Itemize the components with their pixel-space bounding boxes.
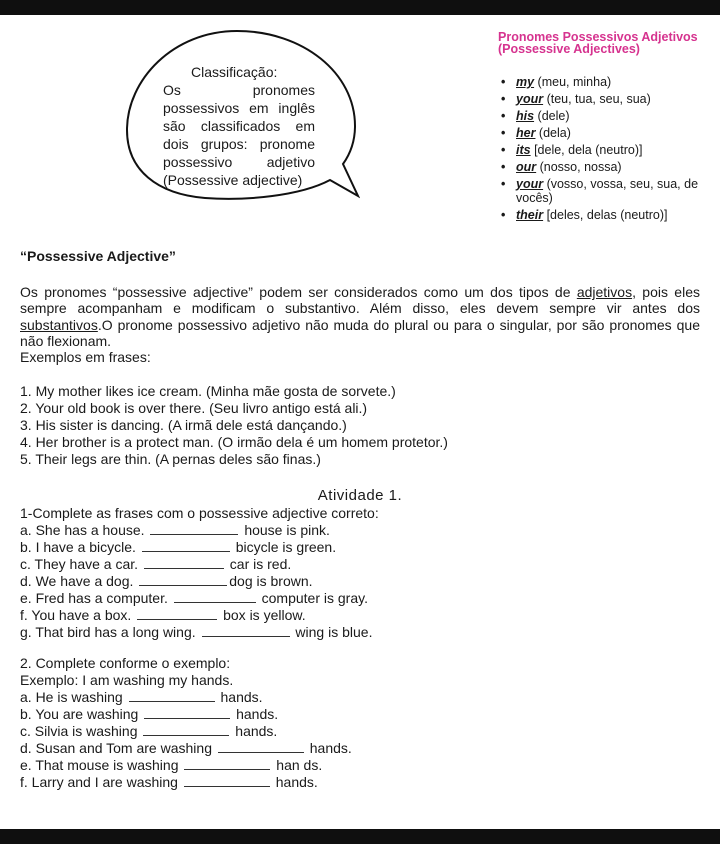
link-adjetivos[interactable]: adjetivos: [576, 284, 633, 300]
example-sentence: 1. My mother likes ice cream. (Minha mãe gosta de sorvete.): [20, 383, 396, 399]
exercise-item: c. They have a car. car is red.: [20, 556, 292, 572]
pronoun-item: • my (meu, minha): [500, 75, 712, 89]
answer-blank[interactable]: [142, 540, 230, 552]
exercise-item: a. He is washing hands.: [20, 689, 263, 705]
activity-title: Atividade 1.: [317, 487, 403, 504]
pronoun-item: • her (dela): [500, 126, 712, 140]
example-sentence: 2. Your old book is over there. (Seu livro antigo está ali.): [20, 400, 368, 416]
exercise-item: b. You are washing hands.: [20, 706, 279, 722]
answer-blank[interactable]: [184, 775, 270, 787]
answer-blank[interactable]: [174, 591, 256, 603]
pronouns-list: [500, 75, 712, 225]
bubble-text: [163, 63, 315, 189]
bottom-border: [0, 829, 720, 844]
exercise-item: f. Larry and I are washing hands.: [20, 774, 318, 790]
exercise-item: d. We have a dog. dog is brown.: [20, 573, 313, 589]
exercise-item: e. Fred has a computer. computer is gray.: [20, 590, 368, 606]
bubble-title: Classificação:: [191, 64, 278, 80]
exercise2-section: [20, 655, 352, 791]
exercise-item: c. Silvia is washing hands.: [20, 723, 278, 739]
pronoun-item: • its [dele, dela (neutro)]: [500, 143, 712, 157]
pronoun-item: • your (teu, tua, seu, sua): [500, 92, 712, 106]
intro-paragraph: Os pronomes “possessive adjective” podem ser considerados como um dos tipos de adjetivos, pois eles sempre acompanham e modificam o substantivo. Além disso, eles devem sempre vir antes dos substantivos.O pronome possessivo adjetivo não muda do plural ou para o singular, por são pronomes que não flexionam.: [20, 284, 700, 349]
examples-label: Exemplos em frases:: [20, 349, 151, 365]
example-sentence: 3. His sister is dancing. (A irmã dele está dançando.): [20, 417, 347, 433]
link-substantivos[interactable]: substantivos: [20, 316, 98, 333]
answer-blank[interactable]: [202, 625, 290, 637]
exercise2-instruction: 2. Complete conforme o exemplo:: [20, 655, 231, 671]
exercise-item: f. You have a box. box is yellow.: [20, 607, 306, 623]
bubble-body: Os pronomes possessivos em inglês são classificados em dois grupos: pronome possessivo adjetivo (Possessive adjective): [163, 82, 315, 188]
pronoun-item: • our (nosso, nossa): [500, 160, 712, 174]
pronoun-item: • their [deles, delas (neutro)]: [500, 208, 712, 222]
answer-blank[interactable]: [184, 758, 270, 770]
example-sentence: 4. Her brother is a protect man. (O irmão dela é um homem protetor.): [20, 434, 448, 450]
answer-blank[interactable]: [144, 707, 230, 719]
answer-blank[interactable]: [144, 557, 224, 569]
pronoun-item: • your (vosso, vossa, seu, sua, de vocês): [500, 177, 712, 205]
answer-blank[interactable]: [129, 690, 215, 702]
exercise1-list: [20, 522, 372, 641]
exercise-item: d. Susan and Tom are washing hands.: [20, 740, 352, 756]
exercise-item: g. That bird has a long wing. wing is blue.: [20, 624, 373, 640]
example-sentence: 5. Their legs are thin. (A pernas deles são finas.): [20, 451, 321, 467]
top-border: [0, 0, 720, 15]
answer-blank[interactable]: [143, 724, 229, 736]
answer-blank[interactable]: [150, 523, 238, 535]
exercise-item: b. I have a bicycle. bicycle is green.: [20, 539, 337, 555]
exercise-item: a. She has a house. house is pink.: [20, 522, 330, 538]
pronoun-item: • his (dele): [500, 109, 712, 123]
pronouns-title: Pronomes Possessivos Adjetivos (Possessive Adjectives): [498, 30, 698, 56]
answer-blank[interactable]: [139, 574, 227, 586]
exercise2-example: Exemplo: I am washing my hands.: [20, 672, 234, 688]
answer-blank[interactable]: [137, 608, 217, 620]
answer-blank[interactable]: [218, 741, 304, 753]
examples-list: [20, 383, 448, 468]
section-heading: “Possessive Adjective”: [20, 248, 176, 264]
exercise1-instruction: 1-Complete as frases com o possessive adjective correto:: [20, 505, 379, 521]
exercise-item: e. That mouse is washing han ds.: [20, 757, 323, 773]
